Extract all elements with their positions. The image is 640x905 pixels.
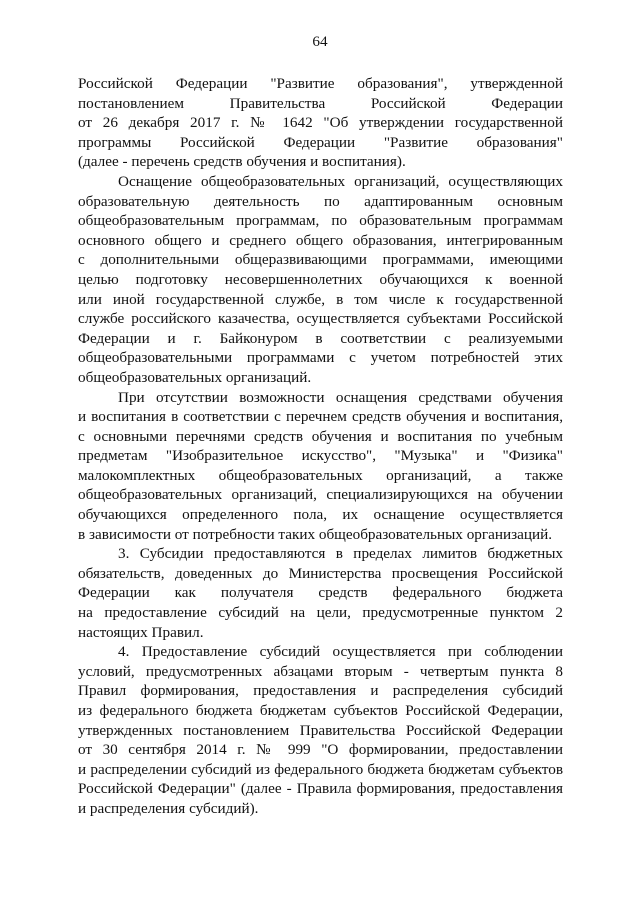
text-line: (далее - перечень средств обучения и воспитания). — [78, 153, 406, 171]
paragraph — [78, 74, 563, 172]
text-line: образовательную деятельность по адаптированным основным — [78, 192, 563, 210]
text-line: малокомплектных общеобразовательных организаций, а также — [78, 466, 563, 484]
text-line: или иной государственной службе, в том числе к государственной — [78, 290, 563, 308]
text-line: общеобразовательными программами с учетом потребностей этих — [78, 349, 563, 367]
text-line: обучающихся определенного пола, их оснащение осуществляется — [78, 506, 563, 524]
text-line: настоящих Правил. — [78, 623, 204, 641]
text-line: предметам "Изобразительное искусство", "Музыка" и "Физика" — [78, 447, 563, 465]
text-line: на предоставление субсидий на цели, предусмотренные пунктом 2 — [78, 604, 563, 622]
text-line: обязательств, доведенных до Министерства просвещения Российской — [78, 564, 563, 582]
text-line: общеобразовательным программам, по образовательным программам — [78, 212, 563, 230]
text-line: Оснащение общеобразовательных организаций, осуществляющих — [118, 172, 563, 190]
text-line: целью подготовку несовершеннолетних обучающихся к военной — [78, 270, 563, 288]
text-line: Федерации как получателя средств федерального бюджета — [78, 584, 563, 602]
text-line: Федерации и г. Байконуром в соответствии с реализуемыми — [78, 329, 563, 347]
text-line: постановлением Правительства Российской Федерации — [78, 94, 563, 112]
text-line: Правил формирования, предоставления и распределения субсидий — [78, 682, 563, 700]
text-line: 4. Предоставление субсидий осуществляется при соблюдении — [118, 643, 563, 661]
text-line: службе российского казачества, осуществляется субъектами Российской — [78, 310, 563, 328]
text-line: программы Российской Федерации "Развитие образования" — [78, 133, 563, 151]
paragraph — [78, 172, 563, 388]
paragraph — [78, 388, 563, 545]
text-line: При отсутствии возможности оснащения средствами обучения — [118, 388, 563, 406]
text-line: из федерального бюджета бюджетам субъектов Российской Федерации, — [78, 702, 563, 719]
text-line: общеобразовательных организаций, специализирующихся на обучении — [78, 486, 563, 504]
text-line: 3. Субсидии предоставляются в пределах лимитов бюджетных — [118, 545, 563, 563]
paragraph — [78, 642, 563, 818]
document-body — [78, 74, 563, 819]
text-line: от 26 декабря 2017 г. № 1642 "Об утверждении государственной — [78, 114, 563, 132]
text-line: Российской Федерации "Развитие образования", утвержденной — [78, 75, 563, 92]
text-line: основного общего и среднего общего образования, интегрированным — [78, 231, 563, 249]
text-line: с дополнительными общеразвивающими программами, имеющими — [78, 251, 563, 269]
text-line: с основными перечнями средств обучения и воспитания по учебным — [78, 427, 563, 445]
page-number: 64 — [312, 33, 328, 50]
text-line: и распределения субсидий). — [78, 799, 259, 817]
text-line: Российской Федерации" (далее - Правила формирования, предоставления — [78, 780, 563, 798]
text-line: утвержденных постановлением Правительства Российской Федерации — [78, 721, 563, 739]
text-line: и воспитания в соответствии с перечнем средств обучения и воспитания, — [78, 408, 563, 426]
text-line: от 30 сентября 2014 г. № 999 "О формировании, предоставлении — [78, 741, 563, 759]
text-line: и распределении субсидий из федерального бюджета бюджетам субъектов — [78, 760, 563, 778]
text-line: общеобразовательных организаций. — [78, 368, 312, 386]
text-line: в зависимости от потребности таких общеобразовательных организаций. — [78, 525, 553, 543]
paragraph — [78, 544, 563, 642]
text-line: условий, предусмотренных абзацами вторым - четвертым пункта 8 — [78, 662, 563, 680]
